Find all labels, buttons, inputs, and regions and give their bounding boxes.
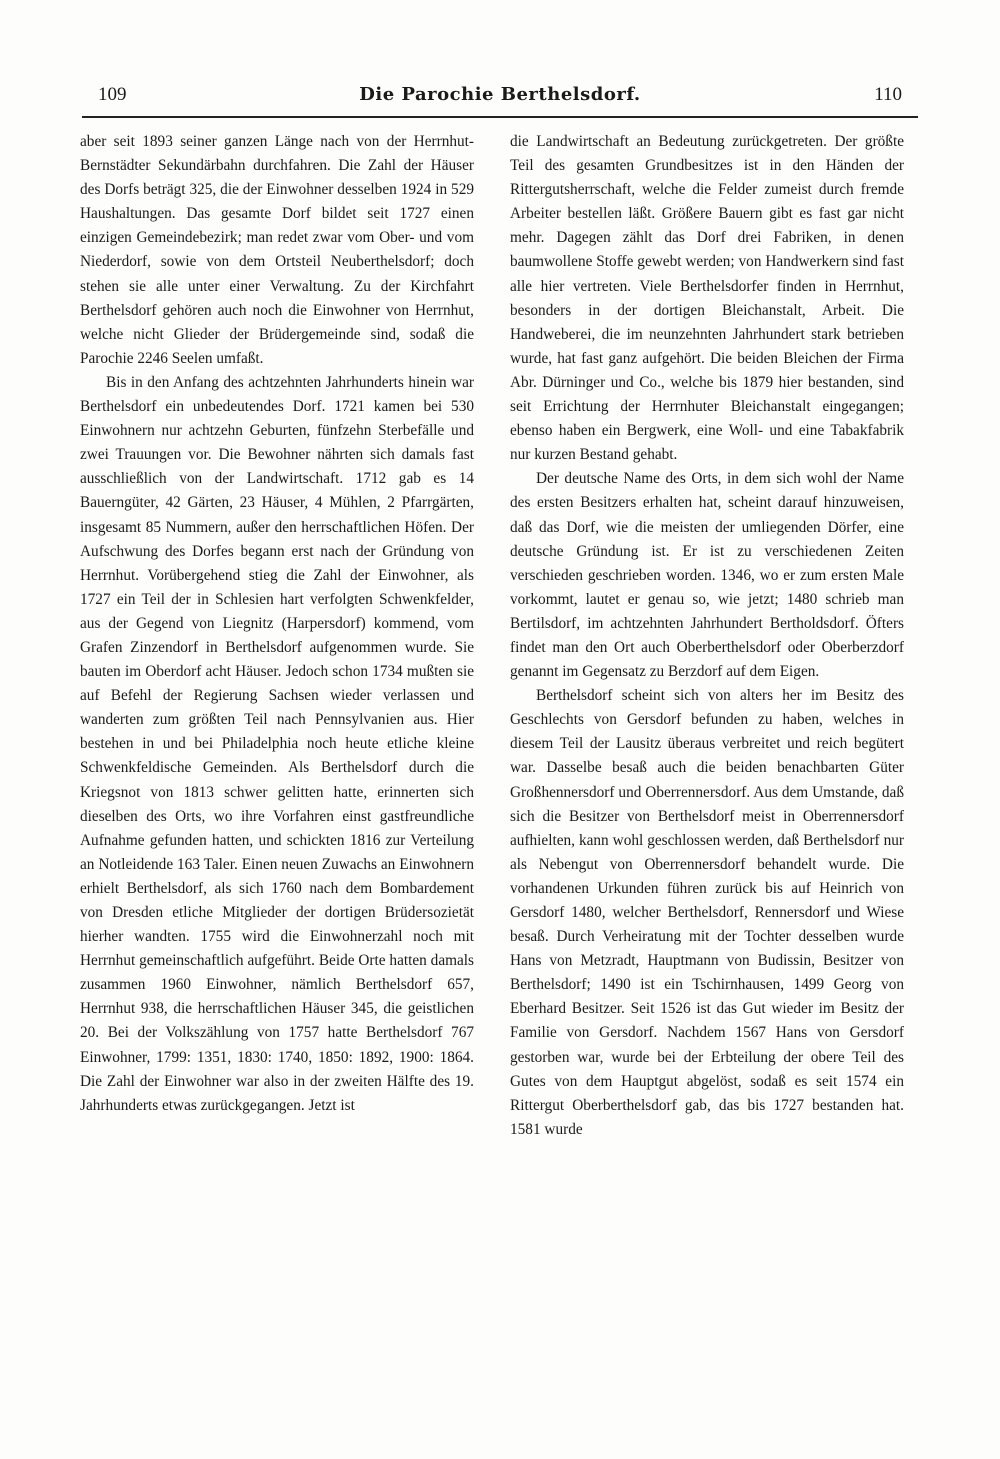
running-header [82,84,918,114]
paragraph: Berthelsdorf scheint sich von alters her im Besitz des Geschlechts von Gersdorf befunden zu haben, welches in diesem Teil der Lausitz überaus verbreitet und reich begütert war. Dasselbe besaß auch die beiden benachbarten Güter Großhennersdorf und Oberrennersdorf. Aus dem Umstande, daß sich die Besitzer von Berthelsdorf meist in Oberrennersdorf aufhielten, kann wohl geschlossen werden, daß Berthelsdorf nur als Nebengut von Oberrennersdorf behandelt wurde. Die vorhandenen Urkunden führen zurück bis auf Heinrich von Gersdorf 1480, welcher Berthelsdorf, Rennersdorf und Wiese besaß. Durch Verheiratung mit der Tochter desselben wurde Hans von Metzradt, Hauptmann von Budissin, Besitzer von Berthelsdorf; 1490 ist ein Tschirnhausen, 1499 Georg von Eberhard Besitzer. Seit 1526 ist das Gut wieder im Besitz der Familie von Gersdorf. Nachdem 1567 Hans von Gersdorf gestorben war, wurde bei der Erbteilung der obere Teil des Gutes von dem Hauptgut abgelöst, sodaß es seit 1574 ein Rittergut Oberberthelsdorf gab, das bis 1727 bestanden hat. 1581 wurde [510,687,904,1138]
left-column [80,130,474,1118]
paragraph: aber seit 1893 seiner ganzen Länge nach von der Herrnhut-Bernstädter Sekundärbahn durchfahren. Die Zahl der Häuser des Dorfs beträgt 325, die der Einwohner desselben 1924 in 529 Haushaltungen. Das gesamte Dorf bildet seit 1727 einen einzigen Gemeindebezirk; man redet zwar vom Ober- und vom Niederdorf, sowie von dem Ortsteil Neuberthelsdorf; doch stehen sie alle unter einer Verwaltung. Zu der Kirchfahrt Berthelsdorf gehören auch noch die Einwohner von Herrnhut, welche nicht Glieder der Brüdergemeinde sind, sodaß die Parochie 2246 Seelen umfaßt. [80,133,474,367]
header-rule [82,116,918,118]
paragraph: die Landwirtschaft an Bedeutung zurückgetreten. Der größte Teil des gesamten Grundbesitzes ist in den Händen der Rittergutsherrschaft, welche die Felder zumeist durch fremde Arbeiter bestellen läßt. Größere Bauern gibt es fast gar nicht mehr. Dagegen zählt das Dorf drei Fabriken, in denen baumwollene Stoffe gewebt werden; von Handwerkern sind fast alle hier vertreten. Viele Berthelsdorfer finden in Herrnhut, besonders in der dortigen Bleichanstalt, Arbeit. Die Handweberei, die im neunzehnten Jahrhundert stark betrieben wurde, hat fast ganz aufgehört. Die beiden Bleichen der Firma Abr. Dürninger und Co., welche bis 1879 hier bestanden, sind seit Errichtung der Herrnhuter Bleichanstalt eingegangen; ebenso haben ein Bergwerk, eine Woll- und eine Tabakfabrik nur kurzen Bestand gehabt. [510,133,904,464]
running-title: Die Parochie Berthelsdorf. [359,84,641,105]
right-column [510,130,904,1142]
page-number-left: 109 [98,84,127,105]
page-number-right: 110 [874,84,902,105]
paragraph: Der deutsche Name des Orts, in dem sich wohl der Name des ersten Besitzers erhalten hat, scheint darauf hinzuweisen, daß das Dorf, wie die meisten der umliegenden Dörfer, eine deutsche Gründung ist. Er ist zu verschiedenen Zeiten verschieden geschrieben worden. 1346, wo er zum ersten Male vorkommt, lautet er genau so, wie jetzt; 1480 schrieb man Bertilsdorf, im achtzehnten Jahrhundert Bertholdsdorf. Öfters findet man den Ort auch Oberberthelsdorf oder Oberberzdorf genannt im Gegensatz zu Berzdorf auf dem Eigen. [510,470,904,681]
paragraph: Bis in den Anfang des achtzehnten Jahrhunderts hinein war Berthelsdorf ein unbedeutendes Dorf. 1721 kamen bei 530 Einwohnern nur achtzehn Geburten, fünfzehn Sterbefälle und zwei Trauungen vor. Die Bewohner nährten sich damals fast ausschließlich von der Landwirtschaft. 1712 gab es 14 Bauerngüter, 42 Gärten, 23 Häuser, 4 Mühlen, 2 Pfarrgärten, insgesamt 85 Nummern, außer den herrschaftlichen Höfen. Der Aufschwung des Dorfes begann erst nach der Gründung von Herrnhut. Vorübergehend stieg die Zahl der Einwohner, als 1727 ein Teil der in Schlesien hart verfolgten Schwenkfelder, aus der Gegend von Liegnitz (Harpersdorf) kommend, vom Grafen Zinzendorf in Berthelsdorf aufgenommen wurde. Sie bauten im Oberdorf acht Häuser. Jedoch schon 1734 mußten sie auf Befehl der Regierung Sachsen wieder verlassen und wanderten zum größten Teil nach Pennsylvanien aus. Hier bestehen in und bei Philadelphia noch heute etliche kleine Schwenkfeldische Gemeinden. Als Berthelsdorf durch die Kriegsnot von 1813 schwer gelitten hatte, erinnerten sich dieselben des Orts, wo ihre Vorfahren einst gastfreundliche Aufnahme gefunden hatten, und schickten 1816 zur Verteilung an Notleidende 163 Taler. Einen neuen Zuwachs an Einwohnern erhielt Berthelsdorf, als sich 1760 nach dem Bombardement von Dresden etliche Mitglieder der dortigen Brüdersozietät hierher wandten. 1755 wird die Einwohnerzahl noch mit Herrnhut gemeinschaftlich aufgeführt. Beide Orte hatten damals zusammen 1960 Einwohner, nämlich Berthelsdorf 657, Herrnhut 938, die herrschaftlichen Häuser 345, die geistlichen 20. Bei der Volkszählung von 1757 hatte Berthelsdorf 767 Einwohner, 1799: 1351, 1830: 1740, 1850: 1892, 1900: 1864. Die Zahl der Einwohner war also in der zweiten Hälfte des 19. Jahrhunderts etwas zurückgegangen. Jetzt ist [80,373,474,1114]
